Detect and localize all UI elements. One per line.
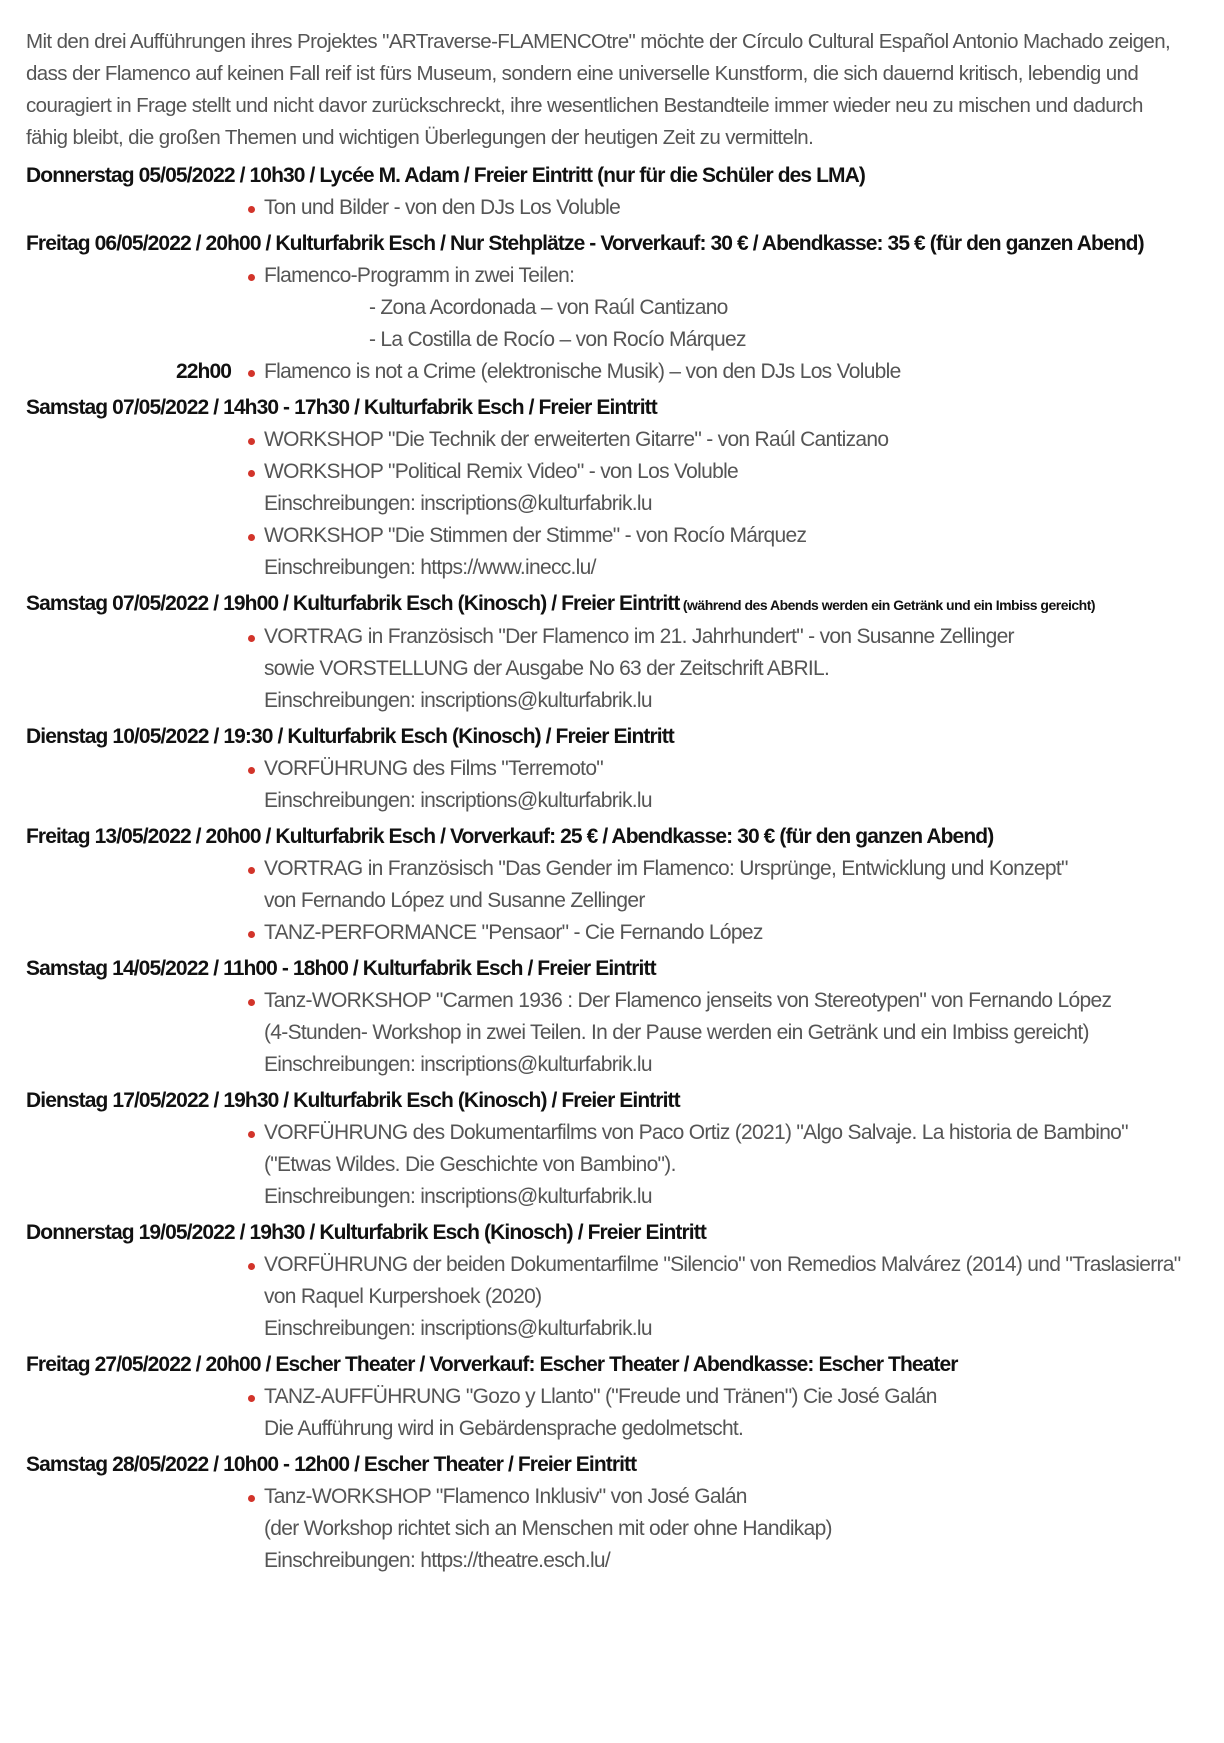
event-heading: Dienstag 10/05/2022 / 19:30 / Kulturfabrik Esch (Kinosch) / Freier Eintritt — [26, 725, 674, 748]
event-item — [26, 917, 1184, 949]
registration-text: Einschreibungen: inscriptions@kulturfabrik.lu — [264, 1053, 652, 1076]
event-heading: Donnerstag 05/05/2022 / 10h30 / Lycée M. Adam / Freier Eintritt (nur für die Schüler des LMA) — [26, 164, 866, 187]
bullet-dot — [248, 274, 255, 281]
event-item — [26, 753, 1184, 817]
event-item — [26, 424, 1184, 456]
event-item — [26, 1117, 1184, 1213]
item-text: VORFÜHRUNG des Dokumentarfilms von Paco Ortiz (2021) "Algo Salvaje. La historia de Bambino" — [264, 1121, 1128, 1144]
item-text: Ton und Bilder - von den DJs Los Voluble — [264, 196, 621, 219]
event-heading: Freitag 13/05/2022 / 20h00 / Kulturfabrik Esch / Vorverkauf: 25 € / Abendkasse: 30 € (für den ganzen Abend) — [26, 825, 994, 848]
event-item — [26, 520, 1184, 584]
registration-text: Einschreibungen: https://www.inecc.lu/ — [264, 556, 596, 579]
bullet-dot — [248, 534, 255, 541]
registration-text: Einschreibungen: https://theatre.esch.lu/ — [264, 1549, 611, 1572]
registration-text: Einschreibungen: inscriptions@kulturfabrik.lu — [264, 1185, 652, 1208]
item-text-continued: (4-Stunden- Workshop in zwei Teilen. In der Pause werden ein Getränk und ein Imbiss gereicht) — [264, 1021, 1089, 1044]
event-item — [26, 456, 1184, 520]
event-item — [26, 260, 1184, 356]
registration-text: Einschreibungen: inscriptions@kulturfabrik.lu — [264, 1317, 652, 1340]
item-text: TANZ-PERFORMANCE "Pensaor" - Cie Fernando López — [264, 921, 763, 944]
event-section — [26, 160, 1184, 224]
item-time: 22h00 — [176, 360, 232, 383]
event-heading: Samstag 28/05/2022 / 10h00 - 12h00 / Escher Theater / Freier Eintritt — [26, 1453, 637, 1476]
registration-text: Einschreibungen: inscriptions@kulturfabrik.lu — [264, 789, 652, 812]
sub-item-text: - La Costilla de Rocío – von Rocío Márquez — [369, 328, 746, 351]
event-heading: Dienstag 17/05/2022 / 19h30 / Kulturfabrik Esch (Kinosch) / Freier Eintritt — [26, 1089, 680, 1112]
event-section — [26, 588, 1184, 717]
bullet-dot — [248, 767, 255, 774]
bullet-dot — [248, 1263, 255, 1270]
item-text-continued: sowie VORSTELLUNG der Ausgabe No 63 der Zeitschrift ABRIL. — [264, 657, 830, 680]
item-text: Tanz-WORKSHOP "Flamenco Inklusiv" von José Galán — [264, 1485, 747, 1508]
event-section — [26, 953, 1184, 1081]
intro-paragraph: Mit den drei Aufführungen ihres Projektes "ARTraverse-FLAMENCOtre" möchte der Círculo Cultural Español Antonio Machado zeigen, dass der Flamenco auf keinen Fall reif ist fürs Museum, sondern eine universelle Kunstform, die sich dauernd kritisch, lebendig und couragiert in Frage stellt und nicht davor zurückschreckt, ihre wesentlichen Bestandteile immer wieder neu zu mischen und dadurch fähig bleibt, die großen Themen und wichtigen Überlegungen der heutigen Zeit zu vermitteln. — [26, 30, 1171, 149]
event-item — [26, 1249, 1184, 1345]
event-heading: Samstag 14/05/2022 / 11h00 - 18h00 / Kulturfabrik Esch / Freier Eintritt — [26, 957, 656, 980]
item-text: VORTRAG in Französisch "Das Gender im Flamenco: Ursprünge, Entwicklung und Konzept" — [264, 857, 1068, 880]
heading-note: (während des Abends werden ein Getränk und ein Imbiss gereicht) — [679, 597, 1096, 613]
event-heading — [26, 588, 1184, 621]
registration-text: Einschreibungen: inscriptions@kulturfabrik.lu — [264, 492, 652, 515]
item-text: WORKSHOP "Die Stimmen der Stimme" - von Rocío Márquez — [264, 524, 807, 547]
event-section — [26, 1349, 1184, 1445]
bullet-dot — [248, 1395, 255, 1402]
item-text: TANZ-AUFFÜHRUNG "Gozo y Llanto" ("Freude und Tränen") Cie José Galán — [264, 1385, 937, 1408]
bullet-dot — [248, 206, 255, 213]
event-item — [26, 1481, 1184, 1577]
item-text: VORFÜHRUNG des Films "Terremoto" — [264, 757, 604, 780]
bullet-dot — [248, 635, 255, 642]
item-text-continued: von Raquel Kurpershoek (2020) — [264, 1285, 542, 1308]
item-text: VORFÜHRUNG der beiden Dokumentarfilme "Silencio" von Remedios Malvárez (2014) und "Traslasierra" — [264, 1253, 1181, 1276]
item-text: WORKSHOP "Political Remix Video" - von Los Voluble — [264, 460, 739, 483]
item-text-continued: (der Workshop richtet sich an Menschen mit oder ohne Handikap) — [264, 1517, 832, 1540]
event-heading: Freitag 27/05/2022 / 20h00 / Escher Theater / Vorverkauf: Escher Theater / Abendkasse: Escher Theater — [26, 1353, 958, 1376]
bullet-dot — [248, 999, 255, 1006]
bullet-dot — [248, 1131, 255, 1138]
heading-main: Samstag 07/05/2022 / 19h00 / Kulturfabrik Esch (Kinosch) / Freier Eintritt — [26, 592, 680, 615]
event-section — [26, 1217, 1184, 1345]
event-item — [26, 985, 1184, 1081]
item-text: WORKSHOP "Die Technik der erweiterten Gitarre" - von Raúl Cantizano — [264, 428, 889, 451]
bullet-dot — [248, 438, 255, 445]
event-item — [26, 192, 1184, 224]
item-text: VORTRAG in Französisch "Der Flamenco im 21. Jahrhundert" - von Susanne Zellinger — [264, 625, 1014, 648]
event-section — [26, 392, 1184, 584]
event-item — [26, 1381, 1184, 1445]
event-item — [26, 853, 1184, 917]
item-text-continued: von Fernando López und Susanne Zellinger — [264, 889, 645, 912]
event-item — [26, 621, 1184, 717]
event-section — [26, 721, 1184, 817]
item-text: Flamenco is not a Crime (elektronische Musik) – von den DJs Los Voluble — [264, 360, 901, 383]
bullet-dot — [248, 1495, 255, 1502]
registration-text: Einschreibungen: inscriptions@kulturfabrik.lu — [264, 689, 652, 712]
event-heading: Freitag 06/05/2022 / 20h00 / Kulturfabrik Esch / Nur Stehplätze - Vorverkauf: 30 € / Abendkasse: 35 € (für den ganzen Abend) — [26, 232, 1144, 255]
event-section — [26, 228, 1184, 388]
item-text: Flamenco-Programm in zwei Teilen: — [264, 264, 575, 287]
event-item — [26, 356, 1184, 388]
event-section — [26, 1449, 1184, 1577]
sub-item-text: - Zona Acordonada – von Raúl Cantizano — [369, 296, 728, 319]
event-section — [26, 1085, 1184, 1213]
bullet-dot — [248, 867, 255, 874]
bullet-dot — [248, 470, 255, 477]
event-heading: Donnerstag 19/05/2022 / 19h30 / Kulturfabrik Esch (Kinosch) / Freier Eintritt — [26, 1221, 706, 1244]
bullet-dot — [248, 931, 255, 938]
item-text-continued: ("Etwas Wildes. Die Geschichte von Bambino"). — [264, 1153, 676, 1176]
event-section — [26, 821, 1184, 949]
bullet-dot — [248, 370, 255, 377]
item-text: Tanz-WORKSHOP "Carmen 1936 : Der Flamenco jenseits von Stereotypen" von Fernando López — [264, 989, 1112, 1012]
item-text-continued: Die Aufführung wird in Gebärdensprache gedolmetscht. — [264, 1417, 744, 1440]
event-heading: Samstag 07/05/2022 / 14h30 - 17h30 / Kulturfabrik Esch / Freier Eintritt — [26, 396, 657, 419]
